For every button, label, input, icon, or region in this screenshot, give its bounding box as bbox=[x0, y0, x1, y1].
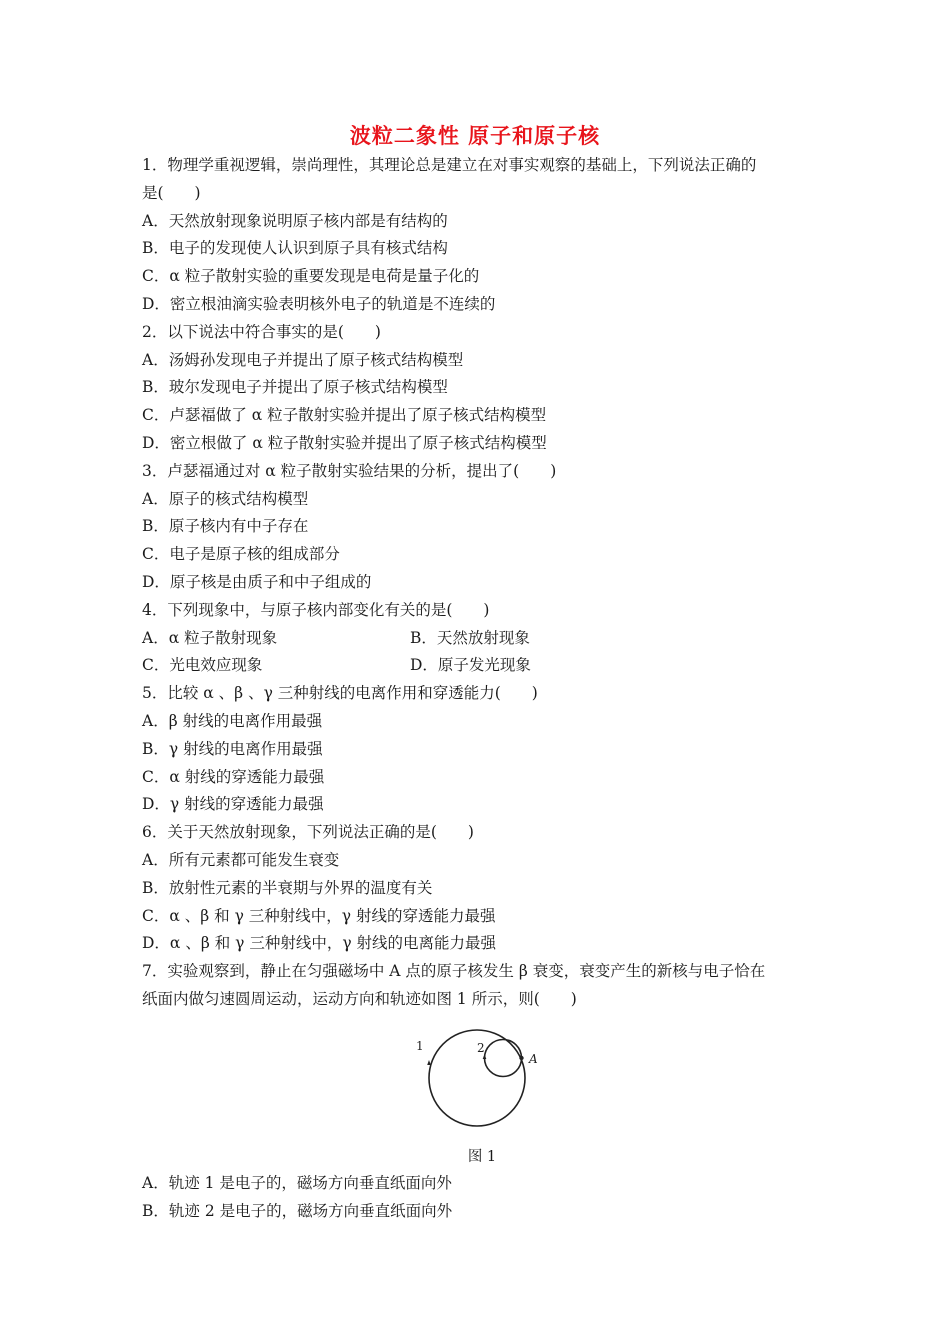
q3-stem: 3．卢瑟福通过对 α 粒子散射实验结果的分析，提出了( ) bbox=[142, 461, 557, 480]
q5-stem: 5．比较 α 、β 、γ 三种射线的电离作用和穿透能力( ) bbox=[142, 684, 538, 703]
q6-option-a: A．所有元素都可能发生衰变 bbox=[142, 850, 340, 869]
q7-stem-line2: 纸面内做匀速圆周运动，运动方向和轨迹如图 1 所示，则( ) bbox=[142, 989, 577, 1008]
q3-option-a: A．原子的核式结构模型 bbox=[142, 489, 309, 508]
trajectory-2-circle bbox=[485, 1039, 522, 1076]
q5-option-b: B．γ 射线的电离作用最强 bbox=[142, 739, 323, 758]
q1-stem-line2: 是( ) bbox=[142, 183, 201, 202]
q2-stem: 2．以下说法中符合事实的是( ) bbox=[142, 322, 381, 341]
point-a-dot bbox=[519, 1056, 523, 1060]
q1-option-b: B．电子的发现使人认识到原子具有核式结构 bbox=[142, 239, 448, 258]
q2-option-a: A．汤姆孙发现电子并提出了原子核式结构模型 bbox=[142, 350, 464, 369]
q6-option-d: D．α 、β 和 γ 三种射线中，γ 射线的电离能力最强 bbox=[142, 934, 497, 953]
q4-options-row1 bbox=[142, 625, 822, 653]
question-list bbox=[142, 152, 822, 1225]
trajectory-1-arrow bbox=[427, 1060, 431, 1065]
q5-option-a: A．β 射线的电离作用最强 bbox=[142, 711, 323, 730]
q1-stem-line1: 1．物理学重视逻辑，崇尚理性，其理论总是建立在对事实观察的基础上，下列说法正确的 bbox=[142, 156, 757, 174]
q1-option-a: A．天然放射现象说明原子核内部是有结构的 bbox=[142, 211, 448, 230]
q2-option-c: C．卢瑟福做了 α 粒子散射实验并提出了原子核式结构模型 bbox=[142, 406, 547, 425]
q4-option-a: A．α 粒子散射现象 bbox=[142, 628, 278, 647]
q7-option-a: A．轨迹 1 是电子的，磁场方向垂直纸面向外 bbox=[142, 1173, 452, 1192]
q7-stem-line1: 7．实验观察到，静止在匀强磁场中 A 点的原子核发生 β 衰变，衰变产生的新核与电子恰在 bbox=[142, 962, 766, 981]
q4-option-c: C．光电效应现象 bbox=[142, 656, 263, 675]
trajectory-diagram bbox=[392, 1014, 572, 1142]
q2-option-b: B．玻尔发现电子并提出了原子核式结构模型 bbox=[142, 378, 448, 397]
q3-option-d: D．原子核是由质子和中子组成的 bbox=[142, 572, 372, 591]
figure-1 bbox=[142, 1014, 822, 1144]
q5-option-c: C．α 射线的穿透能力最强 bbox=[142, 767, 325, 786]
figure-caption: 图 1 bbox=[467, 1148, 497, 1165]
q4-options-row2 bbox=[142, 652, 822, 680]
label-2: 2 bbox=[477, 1040, 485, 1055]
q3-option-c: C．电子是原子核的组成部分 bbox=[142, 545, 340, 564]
q2-option-d: D．密立根做了 α 粒子散射实验并提出了原子核式结构模型 bbox=[142, 433, 547, 452]
label-a: A bbox=[529, 1051, 538, 1066]
q7-option-b: B．轨迹 2 是电子的，磁场方向垂直纸面向外 bbox=[142, 1201, 453, 1220]
q6-option-b: B．放射性元素的半衰期与外界的温度有关 bbox=[142, 878, 433, 897]
q5-option-d: D．γ 射线的穿透能力最强 bbox=[142, 795, 324, 814]
page-title: 波粒二象性 原子和原子核 bbox=[349, 124, 601, 148]
q1-option-c: C．α 粒子散射实验的重要发现是电荷是量子化的 bbox=[142, 267, 480, 286]
q4-option-d: D．原子发光现象 bbox=[410, 656, 531, 675]
q1-option-d: D．密立根油滴实验表明核外电子的轨道是不连续的 bbox=[142, 294, 496, 313]
q4-option-b: B．天然放射现象 bbox=[410, 628, 530, 647]
q4-stem: 4．下列现象中，与原子核内部变化有关的是( ) bbox=[142, 600, 490, 619]
q6-stem: 6．关于天然放射现象，下列说法正确的是( ) bbox=[142, 823, 474, 842]
label-1: 1 bbox=[416, 1038, 424, 1053]
q3-option-b: B．原子核内有中子存在 bbox=[142, 517, 309, 536]
q6-option-c: C．α 、β 和 γ 三种射线中，γ 射线的穿透能力最强 bbox=[142, 906, 496, 925]
